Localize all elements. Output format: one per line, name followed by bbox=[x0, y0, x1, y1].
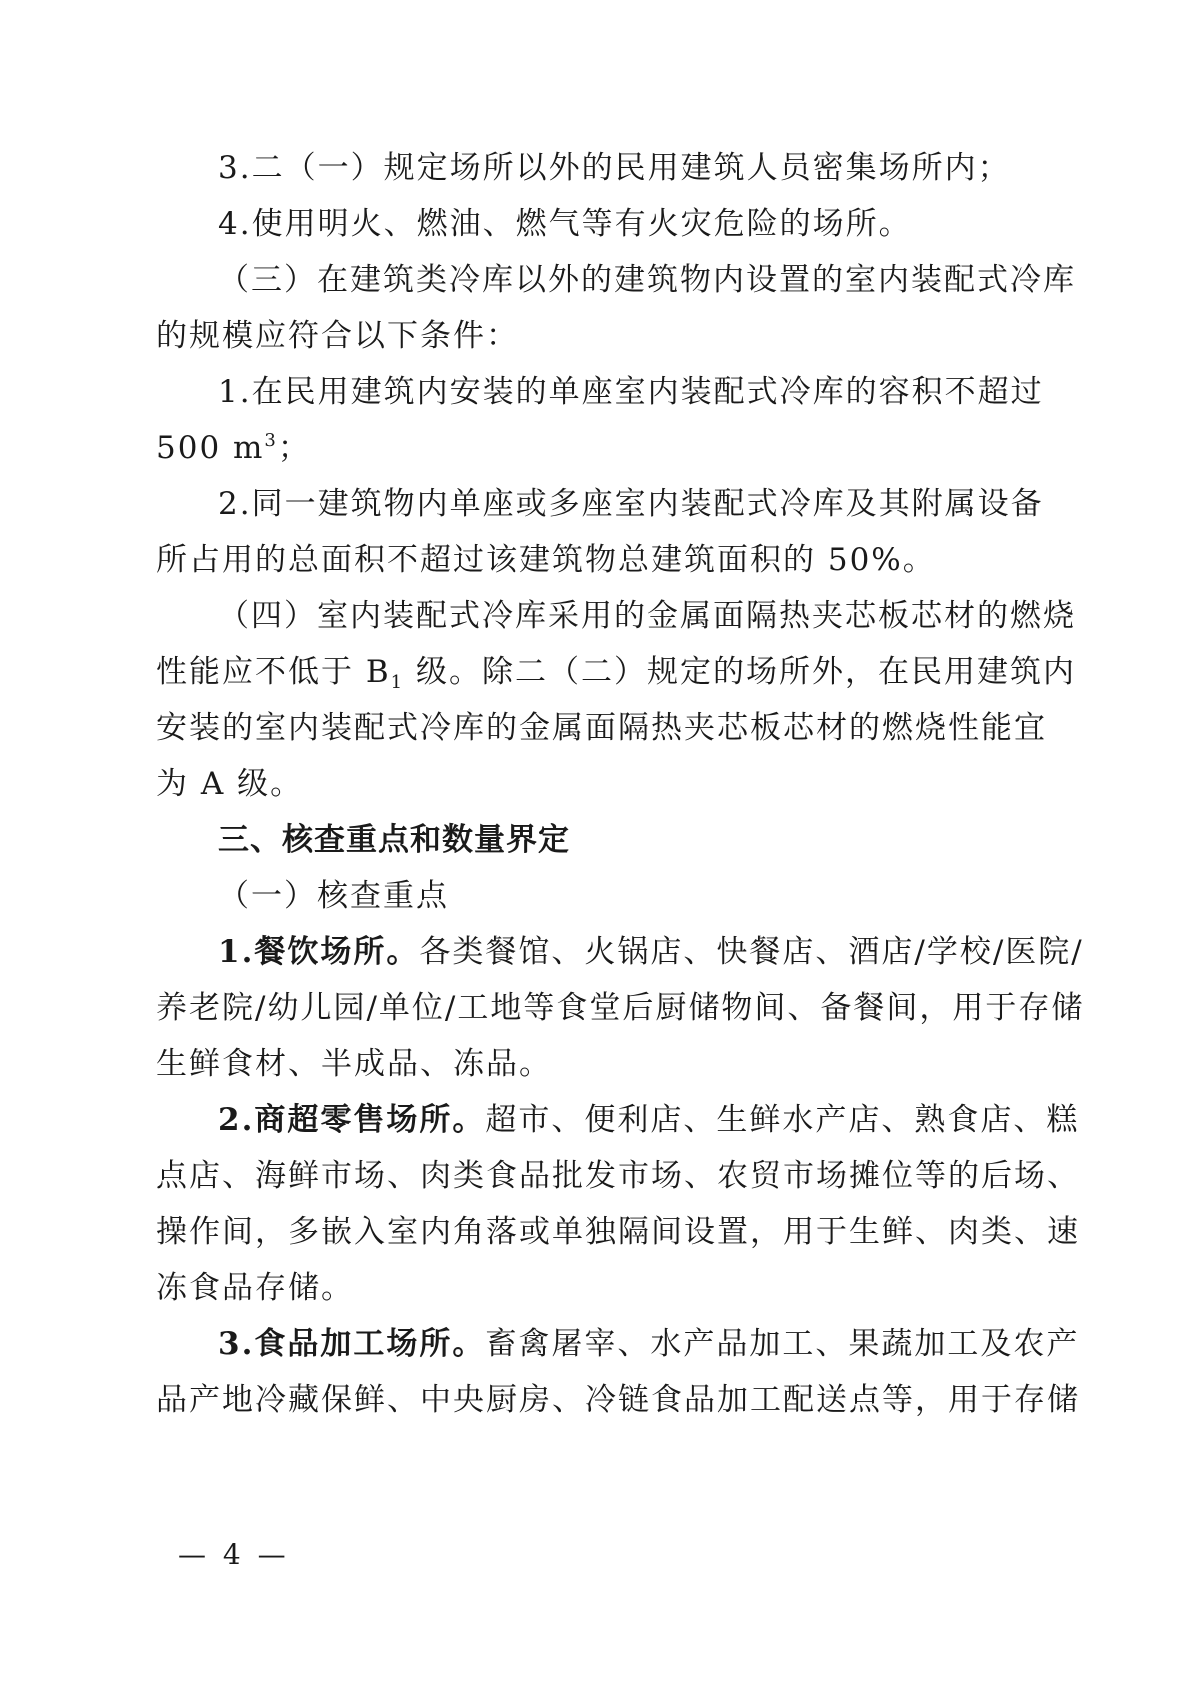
section-4-paragraph-line-3: 安装的室内装配式冷库的金属面隔热夹芯板芯材的燃烧性能宜 bbox=[156, 710, 1047, 746]
item-retail-line-4: 冻食品存储。 bbox=[156, 1270, 354, 1306]
subsection-heading-1: （一）核查重点 bbox=[218, 878, 449, 914]
section-4-paragraph-line-1: （四）室内装配式冷库采用的金属面隔热夹芯板芯材的燃烧 bbox=[218, 598, 1076, 634]
condition-1-line-2 bbox=[156, 428, 1036, 468]
item-catering-line-1 bbox=[218, 932, 1084, 972]
section-4-paragraph-line-4: 为 A 级。 bbox=[156, 766, 304, 802]
item-catering-line-3: 生鲜食材、半成品、冻品。 bbox=[156, 1046, 552, 1082]
condition-2-line-2: 所占用的总面积不超过该建筑物总建筑面积的 50%。 bbox=[156, 542, 936, 578]
section-3-paragraph-line-1: （三）在建筑类冷库以外的建筑物内设置的室内装配式冷库 bbox=[218, 262, 1076, 298]
item-food-processing-line-2: 品产地冷藏保鲜、中央厨房、冷链食品加工配送点等，用于存储 bbox=[156, 1382, 1080, 1418]
item-retail-line-3: 操作间，多嵌入室内角落或单独隔间设置，用于生鲜、肉类、速 bbox=[156, 1214, 1080, 1250]
item-catering-text: 各类餐馆、火锅店、快餐店、酒店/学校/医院/ bbox=[419, 934, 1084, 970]
item-retail-title: 2.商超零售场所。 bbox=[218, 1102, 486, 1138]
item-catering-title: 1.餐饮场所。 bbox=[218, 934, 420, 970]
item-food-processing-line-1 bbox=[218, 1324, 1080, 1364]
section-4-paragraph-line-2 bbox=[156, 652, 1076, 693]
page-number: — 4 — bbox=[178, 1538, 290, 1571]
item-retail-text: 超市、便利店、生鲜水产店、熟食店、糕 bbox=[485, 1102, 1080, 1138]
list-item-3: 3.二（一）规定场所以外的民用建筑人员密集场所内； bbox=[218, 150, 1011, 186]
volume-value: 500 m bbox=[156, 430, 265, 466]
item-catering-line-2: 养老院/幼儿园/单位/工地等食堂后厨储物间、备餐间，用于存储 bbox=[156, 990, 1085, 1026]
condition-1-line-1: 1.在民用建筑内安装的单座室内装配式冷库的容积不超过 bbox=[218, 374, 1044, 410]
b1-subscript: 1 bbox=[390, 672, 405, 693]
volume-punctuation: ； bbox=[277, 430, 311, 466]
condition-2-line-1: 2.同一建筑物内单座或多座室内装配式冷库及其附属设备 bbox=[218, 486, 1044, 522]
item-retail-line-2: 点店、海鲜市场、肉类食品批发市场、农贸市场摊位等的后场、 bbox=[156, 1158, 1080, 1194]
item-food-processing-text: 畜禽屠宰、水产品加工、果蔬加工及农产 bbox=[485, 1326, 1080, 1362]
item-retail-line-1 bbox=[218, 1100, 1080, 1140]
fire-rating-text-continued: 级。除二（二）规定的场所外，在民用建筑内 bbox=[404, 654, 1076, 690]
item-food-processing-title: 3.食品加工场所。 bbox=[218, 1326, 486, 1362]
section-heading-3: 三、核查重点和数量界定 bbox=[218, 822, 570, 858]
list-item-4: 4.使用明火、燃油、燃气等有火灾危险的场所。 bbox=[218, 206, 912, 242]
fire-rating-text: 性能应不低于 B bbox=[156, 654, 391, 690]
cubic-superscript: 3 bbox=[264, 430, 278, 451]
section-3-paragraph-line-2: 的规模应符合以下条件： bbox=[156, 318, 519, 354]
